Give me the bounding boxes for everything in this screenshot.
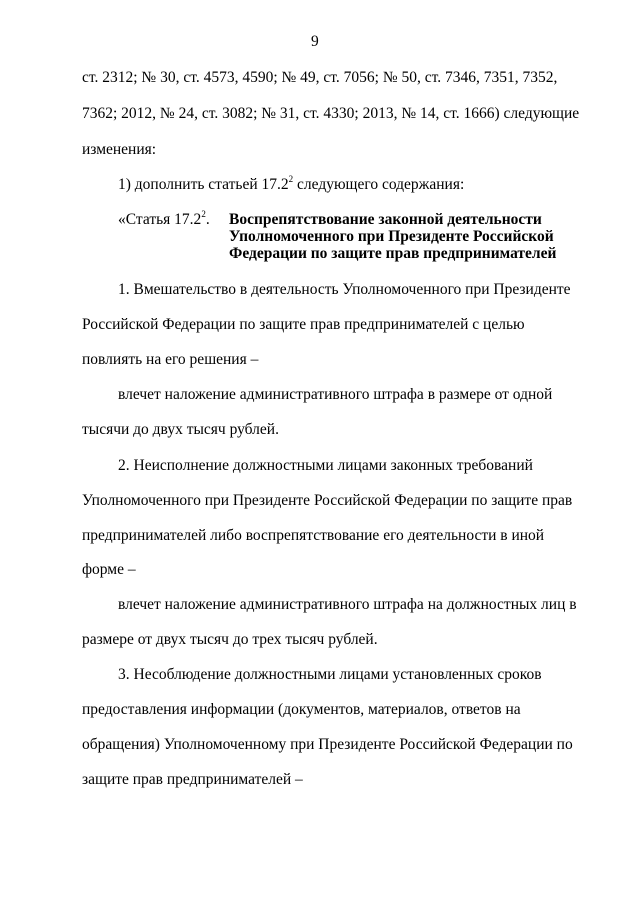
p1-penalty-line-2: тысячи до двух тысяч рублей. bbox=[82, 421, 279, 438]
article-title-line-1: Воспрепятствование законной деятельности bbox=[229, 211, 542, 228]
p2-line-1: 2. Неисполнение должностными лицами законных требований bbox=[118, 457, 533, 474]
p3-line-1: 3. Несоблюдение должностными лицами установленных сроков bbox=[118, 666, 542, 683]
item-1-sup: 2 bbox=[288, 173, 294, 184]
article-label bbox=[118, 210, 210, 230]
item-1-tail: следующего содержания: bbox=[293, 176, 465, 193]
intro-line-2: 7362; 2012, № 24, ст. 3082; № 31, ст. 4330; 2013, № 14, ст. 1666) следующие bbox=[82, 105, 580, 122]
p2-line-4: форме – bbox=[82, 561, 136, 578]
article-label-sup: 2 bbox=[201, 208, 206, 219]
item-1-text: 1) дополнить статьей 17.2 bbox=[118, 176, 289, 193]
intro-line-1: ст. 2312; № 30, ст. 4573, 4590; № 49, ст. 7056; № 50, ст. 7346, 7351, 7352, bbox=[82, 69, 558, 86]
p3-line-2: предоставления информации (документов, материалов, ответов на bbox=[82, 701, 521, 718]
p3-line-3: обращения) Уполномоченному при Президенте Российской Федерации по bbox=[82, 736, 573, 753]
article-title-line-3: Федерации по защите прав предпринимателей bbox=[229, 245, 557, 262]
p2-line-2: Уполномоченного при Президенте Российской Федерации по защите прав bbox=[82, 492, 573, 509]
intro-line-3: изменения: bbox=[82, 141, 157, 158]
article-title-line-2: Уполномоченного при Президенте Российской bbox=[229, 228, 554, 245]
p2-penalty-line-1: влечет наложение административного штрафа на должностных лиц в bbox=[118, 596, 577, 613]
article-label-text: «Статья 17.2 bbox=[118, 211, 202, 228]
article-label-tail: . bbox=[205, 211, 210, 228]
p3-line-4: защите прав предпринимателей – bbox=[82, 771, 303, 788]
p2-line-3: предпринимателей либо воспрепятствование его деятельности в иной bbox=[82, 527, 545, 544]
item-1 bbox=[118, 175, 464, 195]
p1-line-2: Российской Федерации по защите прав предпринимателей с целью bbox=[82, 316, 525, 333]
page-number: 9 bbox=[311, 33, 319, 50]
p1-line-1: 1. Вмешательство в деятельность Уполномоченного при Президенте bbox=[118, 281, 571, 298]
p1-penalty-line-1: влечет наложение административного штрафа в размере от одной bbox=[118, 386, 553, 403]
p2-penalty-line-2: размере от двух тысяч до трех тысяч рублей. bbox=[82, 631, 378, 648]
p1-line-3: повлиять на его решения – bbox=[82, 351, 259, 368]
